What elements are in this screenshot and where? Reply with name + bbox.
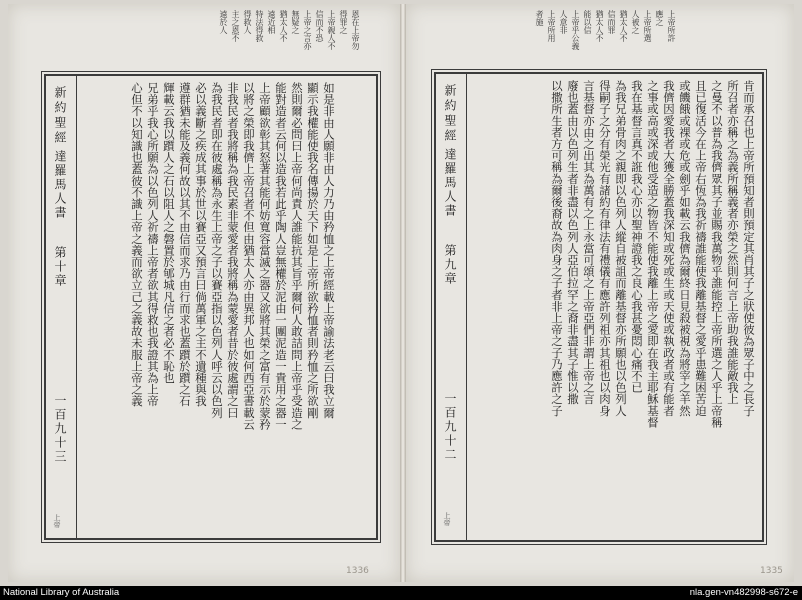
text-column: 必以義斷之疾成其事於世以賽亞又預言曰倘萬軍之主不遺種與我 bbox=[194, 82, 208, 407]
text-column: 然則爾必問曰上帝何尚責人誰能抗其旨乎爾何人敢詰問上帝乎受造之 bbox=[290, 82, 304, 430]
text-column: 如是非由人願非由人力乃由矜恤之上帝經載上帝諭法老云曰我立爾 bbox=[322, 82, 336, 419]
text-column: 以將之榮即我儕上帝召者不但由猶太人亦由異邦人也如何西亞書載云 bbox=[242, 82, 256, 430]
text-column: 之曼不以普為我儕眾其子並賜我萬物乎誰能控上帝所選之人乎上帝稱 bbox=[710, 80, 724, 428]
margin-note: 上帝親人不 bbox=[327, 10, 336, 50]
margin-note: 人被之 bbox=[631, 10, 640, 34]
text-column: 我儕因愛我者大獲全勝蓋我深知或死或生或天使或執政者或有能者 bbox=[662, 80, 676, 417]
text-column: 為我兄弟骨肉之親即以色列人縱自被詛而離基督亦所願也以色列人 bbox=[614, 80, 628, 417]
margin-note: 主之恩不 bbox=[231, 10, 240, 42]
margin-note: 上帝乎公義 bbox=[571, 10, 580, 50]
text-column: 肯而承召也上帝所預知者則預定其肖其子之狀使彼為眾子中之長子 bbox=[742, 80, 756, 417]
margin-note: 得救人 bbox=[243, 10, 252, 34]
page-seal: 上帝 bbox=[53, 514, 61, 528]
margin-note: 信而罪 bbox=[607, 10, 616, 34]
right-page bbox=[406, 4, 794, 582]
page-seal: 上帝 bbox=[443, 512, 451, 526]
text-column: 我在基督言真不誑我心亦以聖神證我之良心我甚憂悶心痛不已 bbox=[630, 80, 644, 394]
pencil-mark: 1336 bbox=[346, 566, 369, 576]
margin-note: 信而不恐 bbox=[315, 10, 324, 42]
right-page-header bbox=[436, 74, 467, 540]
margin-note: 得罪之 bbox=[339, 10, 348, 34]
margin-note: 猶太人不 bbox=[619, 10, 628, 42]
left-margin-notes bbox=[160, 10, 360, 68]
left-text-columns bbox=[52, 82, 336, 532]
text-column: 遵群猶未能及義何故以其不由信而求乃由行而求也蓋躓於躓之石 bbox=[178, 82, 192, 407]
text-column: 心但不以知識也蓋彼不識上帝之義而欲立己之義故未服上帝之義 bbox=[130, 82, 144, 407]
epistle-title: 達羅馬人書 bbox=[443, 148, 457, 218]
epistle-title: 達羅馬人書 bbox=[53, 150, 67, 220]
text-column: 或饑餓或裸或危或劍乎如載云我儕為爾終日見殺被視為將宰之羊然 bbox=[678, 80, 692, 417]
chapter-label: 第十章 bbox=[53, 246, 67, 288]
margin-note: 能以信 bbox=[583, 10, 592, 34]
margin-note: 上帝之言亦 bbox=[303, 10, 312, 50]
page-number: 一百九十三 bbox=[53, 394, 67, 464]
text-column: 言基督亦由之出其為萬有之上永當可頌之上帝亞們非謂上帝之言 bbox=[582, 80, 596, 405]
right-text-frame bbox=[434, 72, 764, 542]
footer-identifier: nla.gen-vn482998-s672-e bbox=[689, 587, 798, 598]
book-title: 新約聖經 bbox=[443, 84, 457, 144]
margin-note: 猶太人不 bbox=[595, 10, 604, 42]
footer-bar bbox=[0, 586, 802, 600]
margin-note: 無疑之 bbox=[291, 10, 300, 34]
right-margin-notes bbox=[446, 10, 676, 68]
page-number: 一百九十二 bbox=[443, 392, 457, 462]
margin-note: 應之 bbox=[655, 10, 664, 26]
text-column: 上帝顧欲彰其怒著其能何妨寬容當滅之器又欲將其榮之富有示於蒙矜 bbox=[258, 82, 272, 430]
text-column: 為我民者即在彼處稱為永生上帝之子以賽亞指以色列人呼云以色列 bbox=[210, 82, 224, 419]
margin-note: 遠於人 bbox=[219, 10, 228, 34]
text-column: 能對造者云何以造我若此乎陶人豈無權於泥由一團泥造一貴用之器一 bbox=[274, 82, 288, 430]
text-column: 且已復活今在上帝右恆為我祈禱誰能使我離基督之愛乎患難困苦迫 bbox=[694, 80, 708, 417]
chapter-label: 第九章 bbox=[443, 244, 457, 286]
text-column: 非我民者我將稱為我民素非蒙愛者我將稱為蒙愛者昔於彼處謂之曰 bbox=[226, 82, 240, 419]
text-column: 得嗣子之分有榮光有諸約有律法有禮儀有應許列祖亦其祖也以肉身 bbox=[598, 80, 612, 417]
text-column: 所召者亦稱之為義所稱義者亦榮之然則何言上帝助我誰能敵我上 bbox=[726, 80, 740, 405]
book-spread bbox=[8, 4, 794, 584]
left-text-frame bbox=[44, 74, 378, 540]
text-column: 顯示我權能使我名傳揚於天下如是上帝所欲矜恤者則矜恤之所欲剛 bbox=[306, 82, 320, 419]
margin-note: 猶太人不 bbox=[279, 10, 288, 42]
margin-note: 上帝所選 bbox=[643, 10, 652, 42]
text-column: 輝載云我以躓人之石以阻人之磐置於郇城凡信之者必不恥也 bbox=[162, 82, 176, 384]
margin-note: 者施 bbox=[535, 10, 544, 26]
margin-note: 上帝所用 bbox=[547, 10, 556, 42]
book-title: 新約聖經 bbox=[53, 86, 67, 146]
left-page-header bbox=[46, 76, 77, 538]
margin-note: 恩在上帝勿 bbox=[351, 10, 360, 50]
margin-note: 上帝所許 bbox=[667, 10, 676, 42]
margin-note: 遠近相 bbox=[267, 10, 276, 34]
margin-note: 特法得救 bbox=[255, 10, 264, 42]
margin-note: 人意非 bbox=[559, 10, 568, 34]
text-column: 廢也蓋由以色列生者非盡以色列人亞伯拉罕之裔非盡其子惟以撒 bbox=[566, 80, 580, 405]
left-page bbox=[8, 4, 400, 582]
text-column: 之事或高或深或他受造之物皆不能使我離上帝之愛即在我主耶穌基督 bbox=[646, 80, 660, 428]
text-column: 兄弟乎我心所願為以色列人祈禱上帝者欲其得救也我證其為上帝 bbox=[146, 82, 160, 407]
text-column: 以撒所生者方可稱為爾後裔故為肉身之子者非上帝之子乃應許之子 bbox=[550, 80, 564, 417]
pencil-mark: 1335 bbox=[760, 566, 783, 576]
right-text-columns bbox=[474, 80, 756, 534]
footer-institution: National Library of Australia bbox=[3, 587, 120, 598]
